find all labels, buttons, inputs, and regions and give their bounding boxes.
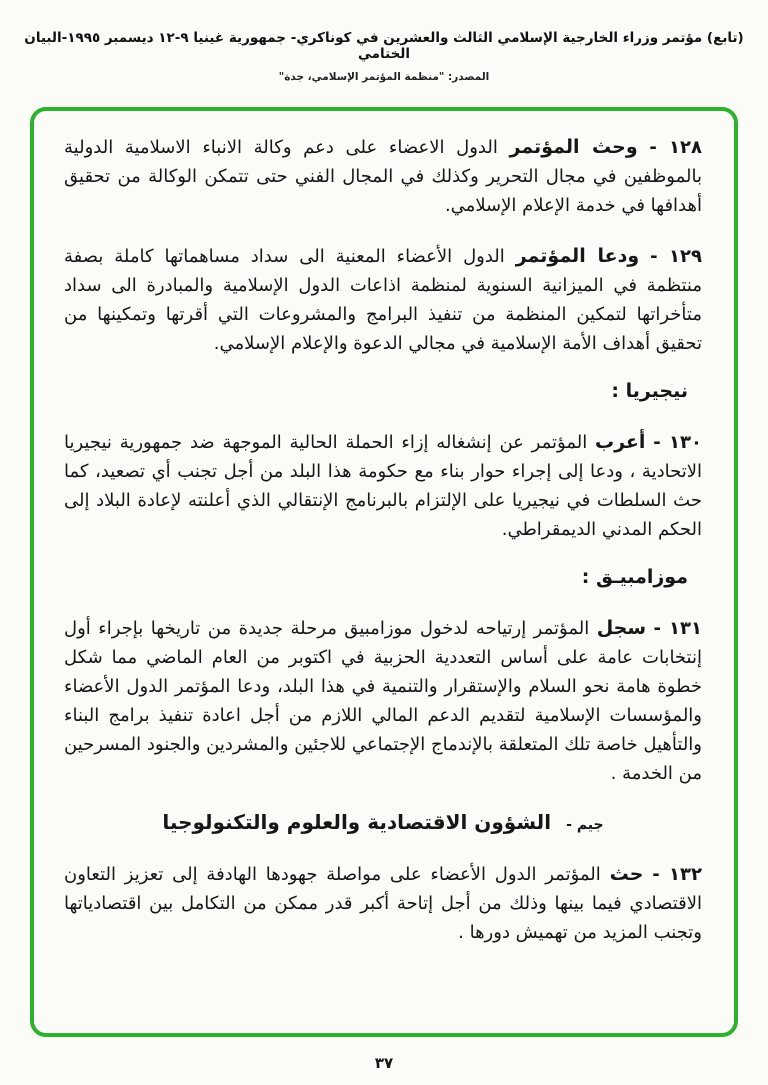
paragraph-128-lead: وحث المؤتمر	[509, 136, 638, 158]
paragraph-132-number: ١٣٢ -	[652, 864, 702, 885]
paragraph-131-number: ١٣١ -	[653, 618, 702, 639]
paragraph-128-text: الدول الاعضاء على دعم وكالة الانباء الاسلامية الدولية بالموظفين في مجال التحرير وكذلك في المجال الفني حتى تتمكن الوكالة من تحقيق أهدافها في خدمة الإعلام الإسلامي.	[64, 137, 702, 216]
paragraph-129	[64, 242, 702, 358]
paragraph-128-number: ١٢٨ -	[649, 137, 702, 158]
paragraph-129-number: ١٢٩ -	[650, 246, 703, 267]
heading-mozambique: موزامبيـق :	[581, 566, 688, 588]
document-title: (تابع) مؤتمر وزراء الخارجية الإسلامي الثالث والعشرين في كوناكري- جمهورية غينيا ٩-١٢ ديسمبر ١٩٩٥-البيان الختامي	[24, 30, 744, 62]
paragraph-132-text: المؤتمر الدول الأعضاء على مواصلة جهودها الهادفة إلى تعزيز التعاون الاقتصادي فيما بينها وذلك من أجل إتاحة أكبر قدر ممكن من التكامل بين اقتصادياتها وتجنب المزيد من تهميش دورها .	[64, 864, 702, 943]
paragraph-130	[64, 428, 702, 544]
section-title: الشؤون الاقتصادية والعلوم والتكنولوجيا	[162, 810, 552, 834]
page-header	[0, 30, 768, 83]
section-letter: جيم -	[566, 817, 604, 833]
paragraph-132	[64, 860, 702, 947]
paragraph-132-lead: حث	[609, 863, 644, 885]
content-frame	[30, 107, 738, 1037]
paragraph-129-lead: ودعا المؤتمر	[515, 245, 640, 267]
paragraph-131	[64, 614, 702, 788]
paragraph-130-number: ١٣٠ -	[653, 432, 702, 453]
page-number: ٣٧	[374, 1054, 394, 1072]
paragraph-129-text: الدول الأعضاء المعنية الى سداد مساهماتها كاملة بصفة منتظمة في الميزانية السنوية لمنظمة اذاعات الدول الإسلامية والمبادرة الى سداد متأخراتها لتمكين المنظمة من تنفيذ البرامج والمشروعات التي أقرتها وتمكينها من تحقيق أهداف الأمة الإسلامية في مجالي الدعوة والإعلام الإسلامي.	[64, 246, 702, 354]
heading-nigeria: نيجيريا :	[611, 380, 688, 402]
paragraph-130-lead: أعرب	[595, 431, 646, 453]
paragraph-131-lead: سجل	[596, 617, 647, 639]
section-heading-economic-affairs	[64, 810, 702, 834]
paragraph-128	[64, 133, 702, 220]
document-source: المصدر: "منظمة المؤتمر الإسلامي، جدة"	[278, 71, 490, 83]
paragraph-130-text: المؤتمر عن إنشغاله إزاء الحملة الحالية الموجهة ضد جمهورية نيجيريا الاتحادية ، ودعا إلى إجراء حوار بناء مع حكومة هذا البلد من أجل تجنب أي تصعيد، كما حث السلطات في نيجيريا على الإلتزام بالبرنامج الإنتقالي الذي أعلنته لإعادة البلاد إلى الحكم المدني الديمقراطي.	[64, 432, 702, 540]
paragraph-131-text: المؤتمر إرتياحه لدخول موزامبيق مرحلة جديدة من تاريخها بإجراء أول إنتخابات عامة على أساس التعددية الحزبية في اكتوبر من العام الماضي مما شكل خطوة هامة نحو السلام والإستقرار والتنمية في هذا البلد، ودعا المؤتمر الدول الأعضاء والمؤسسات الإسلامية لتقديم الدعم المالي اللازم من أجل اعادة تنفيذ برامج البناء والتأهيل خاصة تلك المتعلقة بالإندماج الإجتماعي للاجئين والمشردين والجنود المسرحين من الخدمة .	[64, 618, 702, 784]
